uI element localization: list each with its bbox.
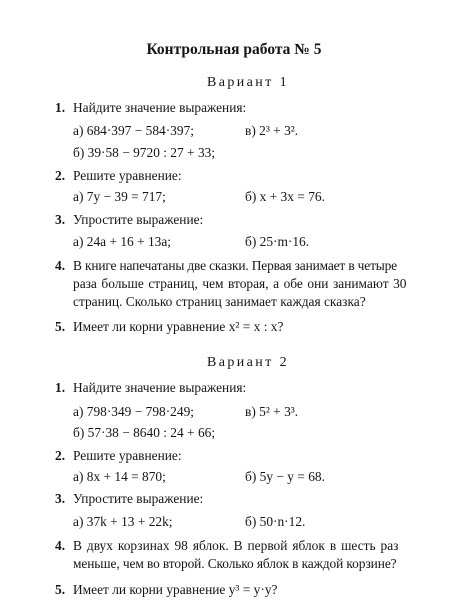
task-number: 3. [55,491,66,506]
task-text: Упростите выражение: [73,212,204,227]
variant-2-heading: Вариант 2 [207,355,289,370]
task-number: 1. [55,100,66,115]
task-item: б) 57·38 − 8640 : 24 + 66; [73,425,216,440]
task-text: Решите уравнение: [73,448,182,463]
task-text-line: раза больше страниц, чем вторая, а обе они занимают 30 [73,276,407,291]
task-number: 1. [55,380,66,395]
task-item: а) 7y − 39 = 717; [73,189,166,204]
task-item: а) 24a + 16 + 13a; [73,234,172,249]
task-text-line: В двух корзинах 98 яблок. В первой яблок в шесть раз [73,538,399,553]
task-text: Решите уравнение: [73,168,182,183]
task-item: а) 684·397 − 584·397; [73,123,194,138]
task-text-line: меньше, чем во второй. Сколько яблок в каждой корзине? [73,556,397,571]
task-number: 3. [55,212,66,227]
task-number: 5. [55,582,66,597]
task-text: Найдите значение выражения: [73,100,247,115]
task-number: 2. [55,448,66,463]
task-text: Имеет ли корни уравнение y³ = y·y? [73,582,278,597]
task-item: б) 5y − y = 68. [245,469,325,484]
task-item: б) x + 3x = 76. [245,189,325,204]
task-item: б) 25·m·16. [245,234,310,249]
task-text: Найдите значение выражения: [73,380,247,395]
task-number: 4. [55,538,66,553]
task-item: а) 8x + 14 = 870; [73,469,166,484]
task-item: в) 5² + 3³. [245,404,299,419]
task-item: а) 798·349 − 798·249; [73,404,194,419]
task-number: 2. [55,168,66,183]
task-text-line: В книге напечатаны две сказки. Первая занимает в четыре [73,258,397,273]
task-number: 5. [55,319,66,334]
task-number: 4. [55,258,66,273]
task-text: Упростите выражение: [73,491,204,506]
task-item: в) 2³ + 3². [245,123,299,138]
page-title: Контрольная работа № 5 [146,41,322,58]
variant-1-heading: Вариант 1 [207,75,289,90]
task-item: б) 39·58 − 9720 : 27 + 33; [73,145,216,160]
task-text: Имеет ли корни уравнение x² = x : x? [73,319,284,334]
task-text-line: страниц. Сколько страниц занимает каждая сказка? [73,294,366,309]
task-item: б) 50·n·12. [245,514,306,529]
task-item: а) 37k + 13 + 22k; [73,514,173,529]
